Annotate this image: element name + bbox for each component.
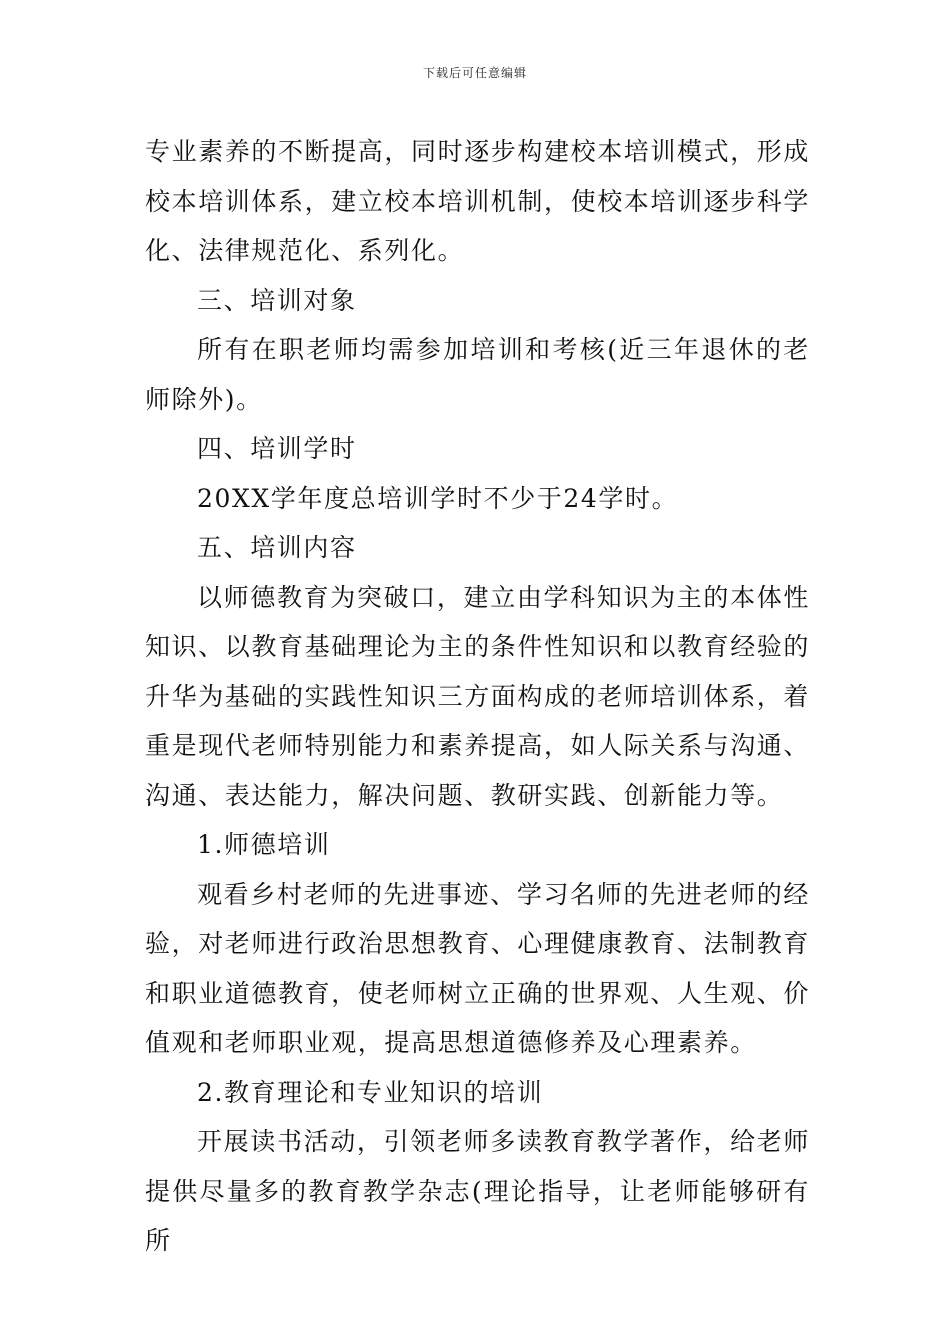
subheading-theory-training: 2.教育理论和专业知识的培训 [197, 1077, 544, 1107]
paragraph-continuation: 专业素养的不断提高，同时逐步构建校本培训模式，形成校本培训体系，建立校本培训机制，使校本培训逐步科学化、法律规范化、系列化。 [145, 137, 811, 265]
paragraph-training-targets: 所有在职老师均需参加培训和考核(近三年退休的老师除外)。 [145, 335, 810, 414]
subheading-ethics-training: 1.师德培训 [197, 830, 331, 859]
section-heading-training-content: 五、培训内容 [197, 533, 357, 562]
paragraph-theory-training: 开展读书活动，引领老师多读教育教学著作，给老师提供尽量多的教育教学杂志(理论指导，让老师能够研有所 [145, 1127, 810, 1255]
document-body [145, 127, 810, 1266]
page-header-note: 下载后可任意编辑 [422, 66, 527, 80]
section-heading-training-targets: 三、培训对象 [197, 285, 357, 315]
paragraph-training-content: 以师德教育为突破口，建立由学科知识为主的本体性知识、以教育基础理论为主的条件性知识和以教育经验的升华为基础的实践性知识三方面构成的老师培训体系，着重是现代老师特别能力和素养提高，如人际关系与沟通、沟通、表达能力，解决问题、教研实践、创新能力等。 [145, 582, 811, 810]
paragraph-ethics-training: 观看乡村老师的先进事迹、学习名师的先进老师的经验，对老师进行政治思想教育、心理健康教育、法制教育和职业道德教育，使老师树立正确的世界观、人生观、价值观和老师职业观，提高思想道德修养及心理素养。 [145, 879, 811, 1057]
section-heading-training-hours: 四、培训学时 [197, 434, 357, 463]
paragraph-training-hours: 20XX学年度总培训学时不少于24学时。 [197, 483, 679, 513]
